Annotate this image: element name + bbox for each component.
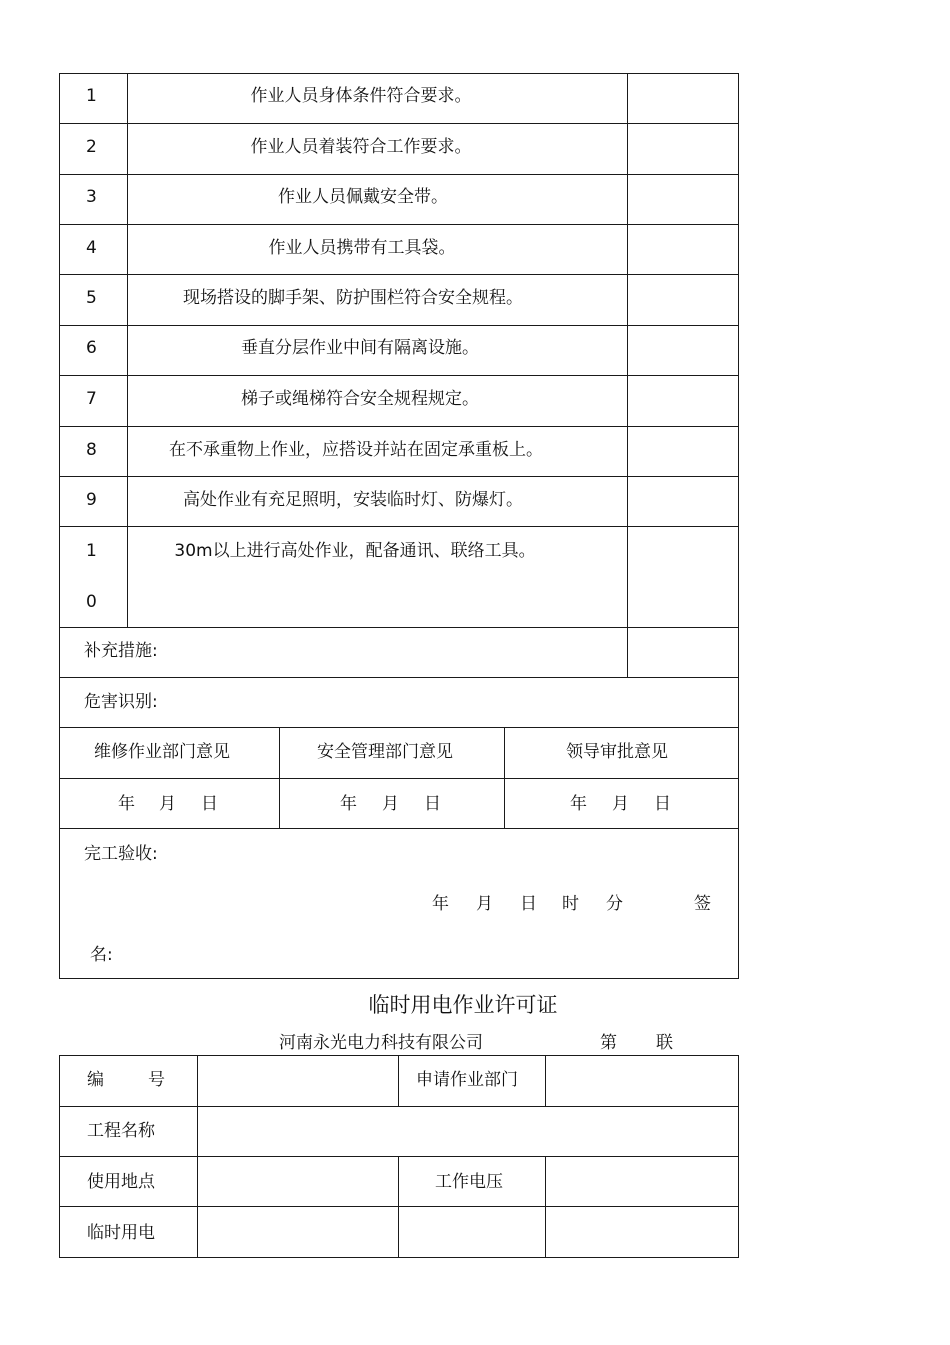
date-day-label: 日 (654, 794, 671, 814)
row-number: 9 (86, 490, 97, 510)
leader-approval-opinion-label: 领导审批意见 (566, 742, 668, 762)
date-month-label: 月 (382, 794, 399, 814)
completion-day-label: 日 (520, 894, 537, 914)
row-number: 4 (86, 238, 97, 258)
row-number: 1 (86, 541, 97, 561)
signature-label-part2: 名: (90, 945, 113, 965)
date-day-label: 日 (201, 794, 218, 814)
row-number: 0 (86, 592, 97, 612)
checklist-item: 在不承重物上作业，应搭设并站在固定承重板上。 (169, 440, 543, 460)
temp-power-label: 临时用电 (87, 1223, 155, 1243)
row-number: 8 (86, 440, 97, 460)
company-name: 河南永光电力科技有限公司 (279, 1033, 483, 1053)
checklist-item: 作业人员佩戴安全带。 (278, 187, 448, 207)
date-day-label: 日 (424, 794, 441, 814)
col-divider-no (127, 73, 128, 627)
usage-location-label: 使用地点 (87, 1172, 155, 1192)
signature-label-part1: 签 (694, 894, 711, 914)
completion-year-label: 年 (432, 894, 449, 914)
copy-number-lian: 联 (656, 1033, 673, 1053)
row-number: 6 (86, 338, 97, 358)
maintenance-dept-opinion-label: 维修作业部门意见 (94, 742, 230, 762)
completion-acceptance-label: 完工验收: (84, 844, 158, 864)
permit-number-label-1: 编 (87, 1070, 104, 1090)
date-month-label: 月 (612, 794, 629, 814)
permit-number-label-2: 号 (148, 1070, 165, 1090)
permit-col-divider-3 (545, 1055, 546, 1106)
completion-minute-label: 分 (606, 894, 623, 914)
row-number: 2 (86, 137, 97, 157)
row-number: 5 (86, 288, 97, 308)
permit-title: 临时用电作业许可证 (368, 993, 558, 1017)
completion-hour-label: 时 (562, 894, 579, 914)
permit-col-divider-2 (398, 1055, 399, 1106)
checklist-item: 30m以上进行高处作业，配备通讯、联络工具。 (174, 541, 536, 561)
date-year-label: 年 (570, 794, 587, 814)
completion-month-label: 月 (476, 894, 493, 914)
row-number: 7 (86, 389, 97, 409)
row-number: 1 (86, 86, 97, 106)
checklist-item: 作业人员携带有工具袋。 (268, 238, 456, 258)
checklist-item: 现场搭设的脚手架、防护围栏符合安全规程。 (183, 288, 523, 308)
row-number: 3 (86, 187, 97, 207)
checklist-item: 作业人员着装符合工作要求。 (250, 137, 472, 157)
checklist-item: 高处作业有充足照明，安装临时灯、防爆灯。 (183, 490, 523, 510)
apply-dept-label: 申请作业部门 (416, 1070, 518, 1090)
working-voltage-label: 工作电压 (435, 1172, 503, 1192)
safety-dept-opinion-label: 安全管理部门意见 (317, 742, 453, 762)
project-name-label: 工程名称 (87, 1121, 155, 1141)
checklist-item: 垂直分层作业中间有隔离设施。 (241, 338, 479, 358)
supplementary-measures-label: 补充措施: (84, 641, 158, 661)
date-month-label: 月 (159, 794, 176, 814)
date-year-label: 年 (340, 794, 357, 814)
date-year-label: 年 (118, 794, 135, 814)
checklist-item: 梯子或绳梯符合安全规程规定。 (241, 389, 479, 409)
checklist-item: 作业人员身体条件符合要求。 (250, 86, 472, 106)
copy-number-di: 第 (600, 1033, 617, 1053)
hazard-identification-label: 危害识别: (84, 692, 158, 712)
